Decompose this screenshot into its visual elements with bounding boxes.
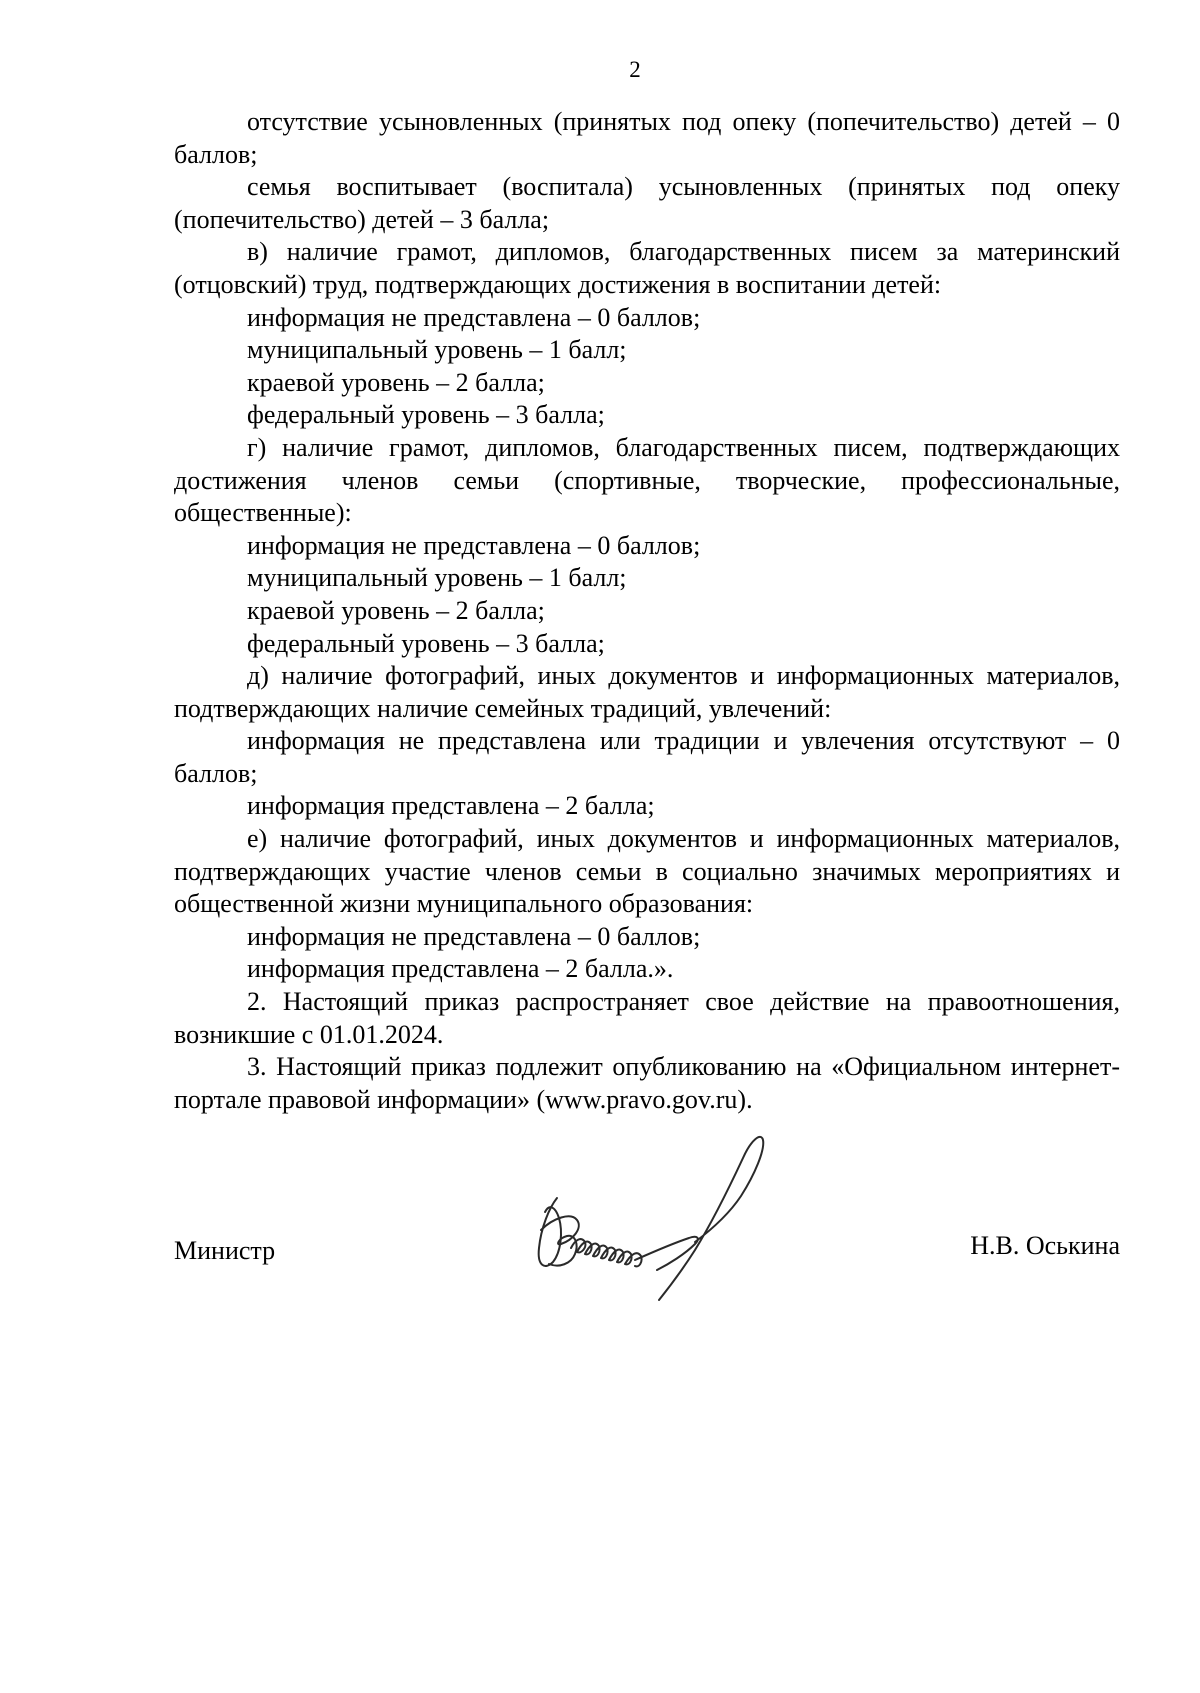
signatory-name: Н.В. Оськина	[970, 1231, 1120, 1260]
paragraph: 3. Настоящий приказ подлежит опубликованию на «Официальном интернет-портале правовой информации» (www.pravo.gov.ru).	[174, 1052, 1120, 1114]
paragraph: е) наличие фотографий, иных документов и информационных материалов, подтверждающих участие членов семьи в социально значимых мероприятиях и общественной жизни муниципального образования:	[174, 824, 1120, 919]
paragraph: информация не представлена – 0 баллов;	[247, 530, 701, 560]
paragraph: д) наличие фотографий, иных документов и информационных материалов, подтверждающих наличие семейных традиций, увлечений:	[174, 661, 1120, 723]
paragraph: в) наличие грамот, дипломов, благодарственных писем за материнский (отцовский) труд, подтверждающих достижения в воспитании детей:	[174, 237, 1120, 299]
paragraph: муниципальный уровень – 1 балл;	[247, 335, 627, 365]
paragraph: отсутствие усыновленных (принятых под опеку (попечительство) детей – 0 баллов;	[174, 107, 1120, 169]
signatory-position: Министр	[174, 1236, 276, 1265]
signature-block	[174, 1120, 1120, 1340]
paragraph: 2. Настоящий приказ распространяет свое действие на правоотношения, возникшие с 01.01.2024.	[174, 987, 1120, 1049]
paragraph: краевой уровень – 2 балла;	[247, 595, 545, 625]
paragraph: информация не представлена – 0 баллов;	[247, 921, 701, 951]
paragraph: информация представлена – 2 балла;	[247, 791, 655, 821]
paragraph: муниципальный уровень – 1 балл;	[247, 563, 627, 593]
paragraph: краевой уровень – 2 балла;	[247, 367, 545, 397]
paragraph: федеральный уровень – 3 балла;	[247, 400, 605, 430]
paragraph: федеральный уровень – 3 балла;	[247, 628, 605, 658]
paragraph: семья воспитывает (воспитала) усыновленных (принятых под опеку (попечительство) детей – 3 балла;	[174, 172, 1120, 234]
paragraph: г) наличие грамот, дипломов, благодарственных писем, подтверждающих достижения членов семьи (спортивные, творческие, профессиональные, общественные):	[174, 432, 1120, 528]
handwritten-signature	[519, 1120, 819, 1320]
paragraph: информация не представлена – 0 баллов;	[247, 302, 701, 332]
paragraph: информация представлена – 2 балла.».	[247, 954, 674, 984]
document-body	[174, 106, 1120, 1116]
page-number: 2	[629, 57, 641, 82]
paragraph: информация не представлена или традиции и увлечения отсутствуют – 0 баллов;	[174, 726, 1120, 788]
